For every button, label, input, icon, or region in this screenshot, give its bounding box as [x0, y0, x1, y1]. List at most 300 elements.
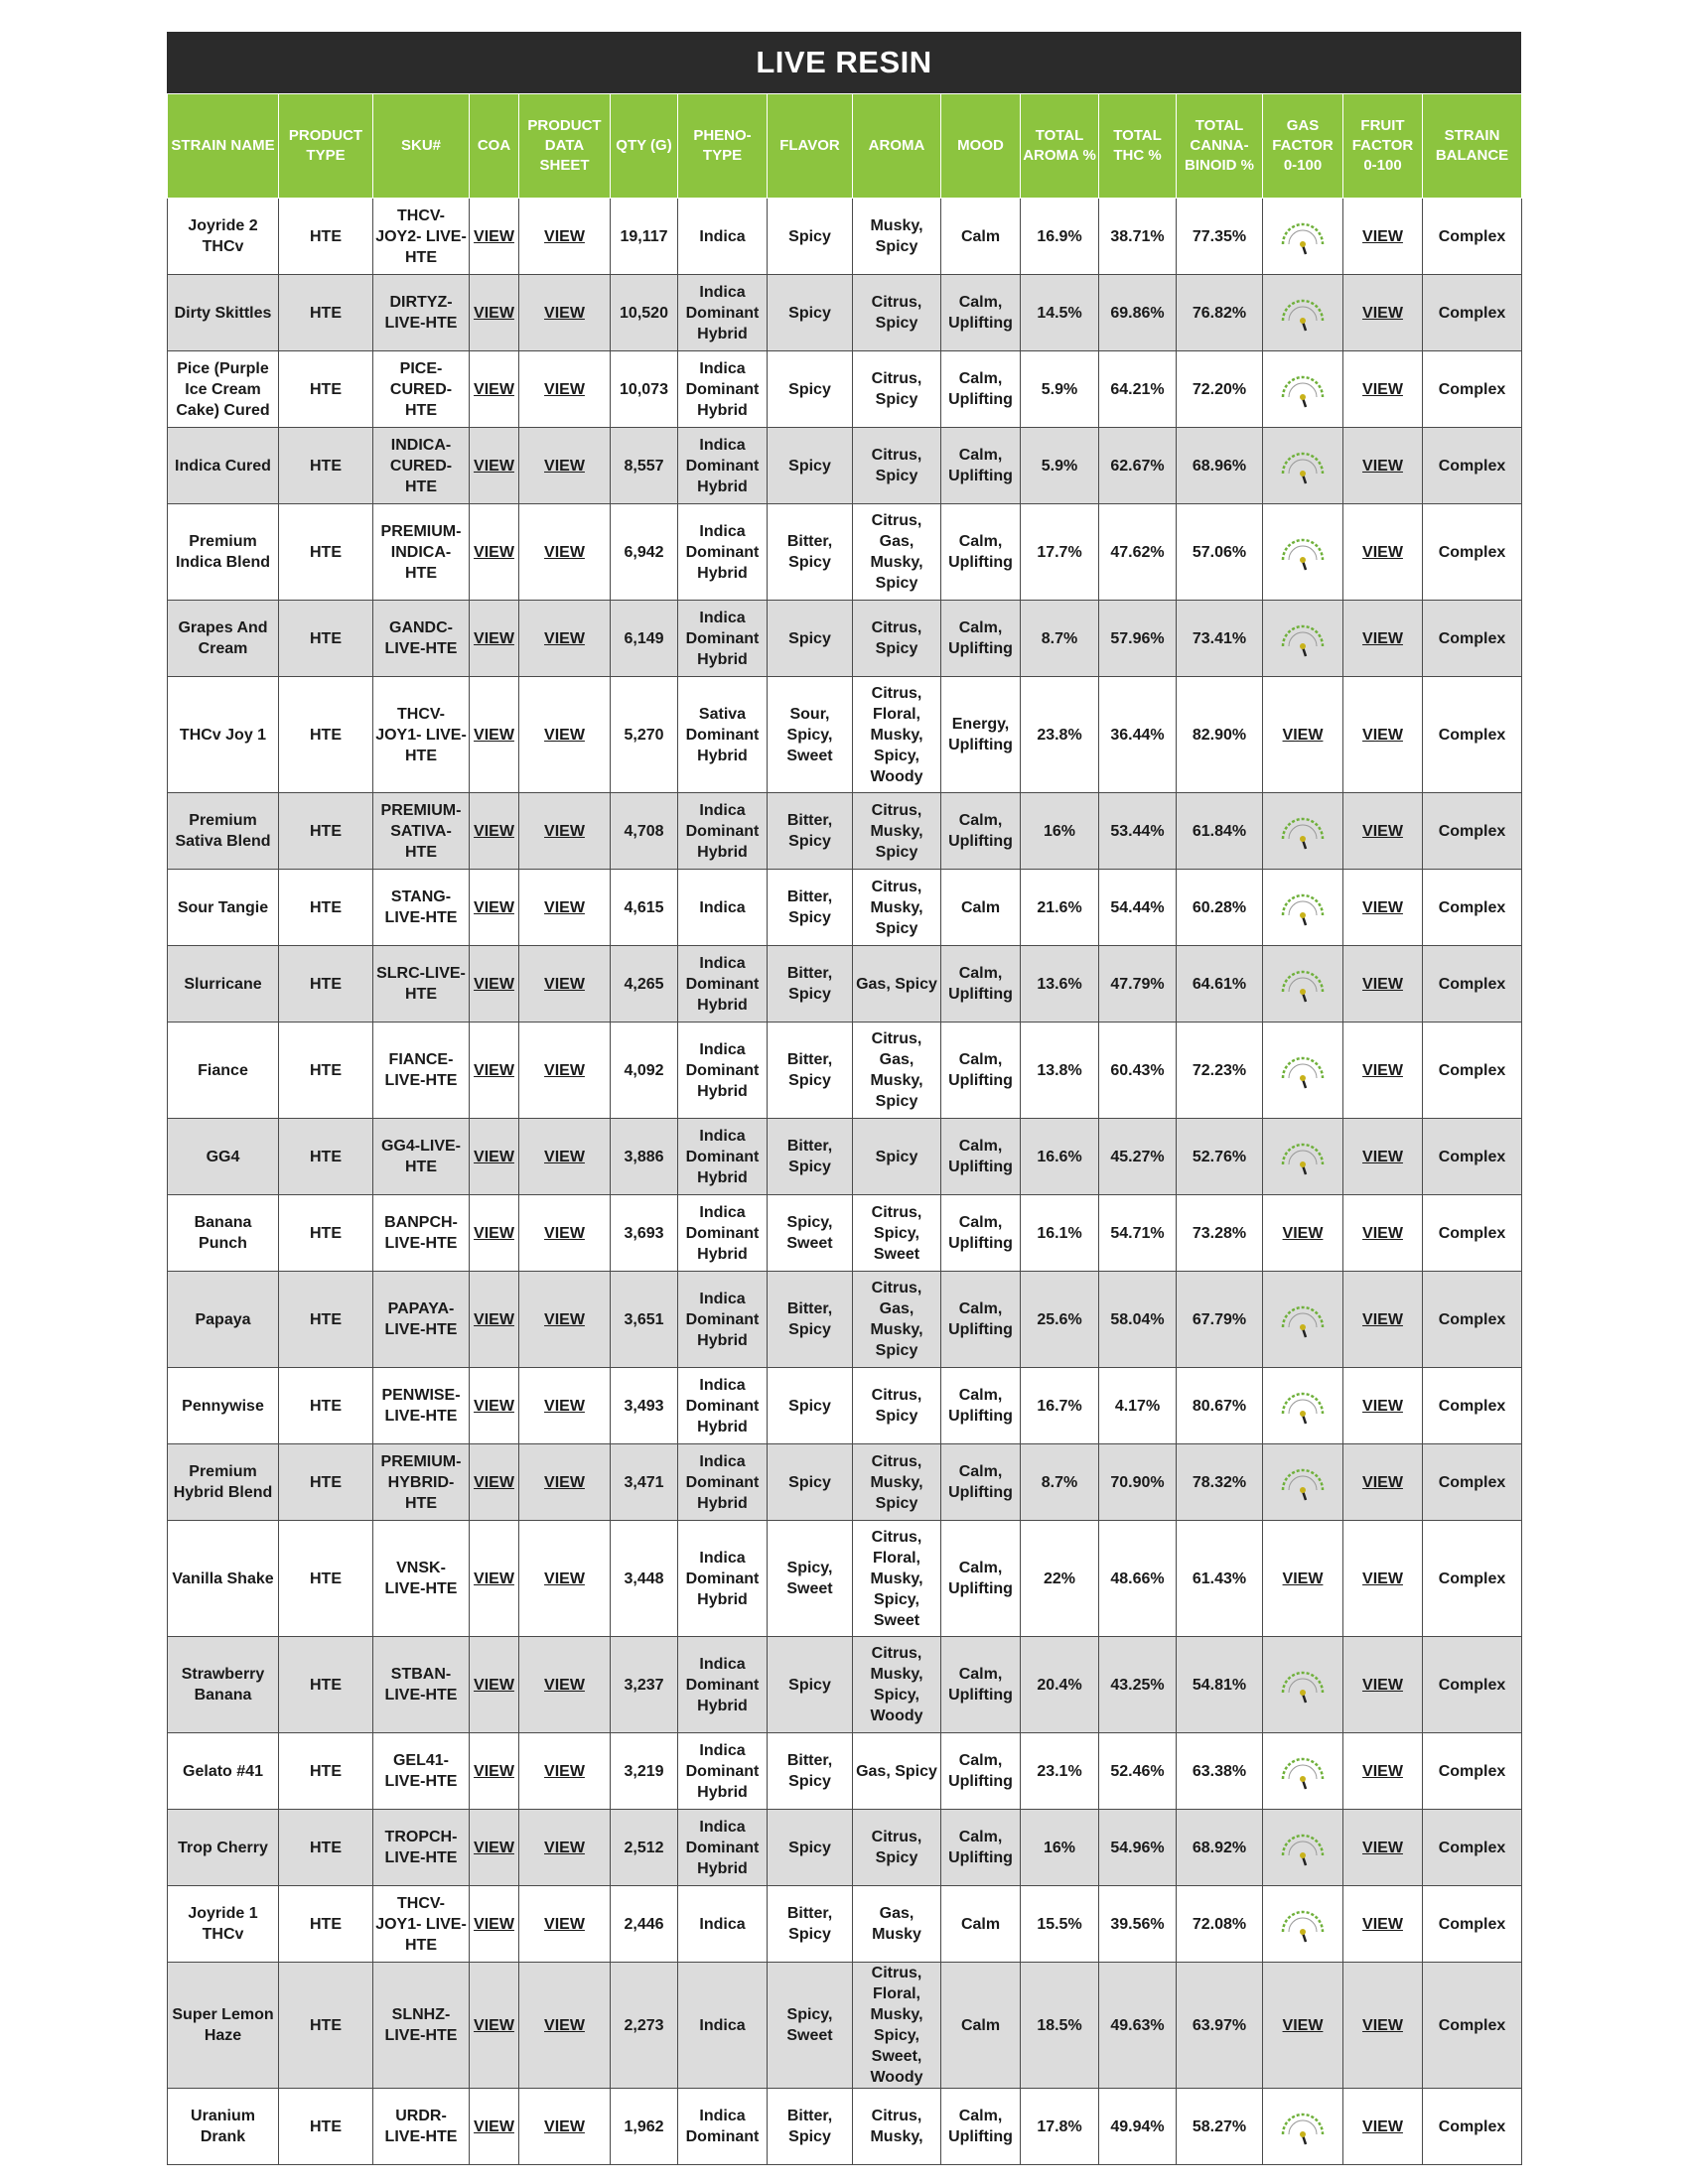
product-type: HTE [279, 504, 373, 601]
fruit-factor[interactable]: VIEW [1343, 199, 1423, 275]
fruit-factor[interactable]: VIEW [1343, 793, 1423, 870]
data-sheet-link[interactable]: VIEW [519, 1368, 611, 1444]
aroma: Spicy [853, 1119, 941, 1195]
total-aroma: 16.9% [1021, 199, 1099, 275]
coa-link[interactable]: VIEW [470, 1444, 519, 1521]
data-sheet-link[interactable]: VIEW [519, 1195, 611, 1272]
aroma: Citrus, Spicy [853, 428, 941, 504]
flavor: Bitter, Spicy [768, 870, 853, 946]
strain-balance: Complex [1423, 1119, 1522, 1195]
strain-name: Joyride 1 THCv [168, 1886, 279, 1963]
aroma: Citrus, Spicy [853, 601, 941, 677]
table-row [168, 1023, 1522, 1119]
coa-link[interactable]: VIEW [470, 1368, 519, 1444]
sku: PREMIUM- SATIVA- HTE [373, 793, 470, 870]
quantity: 2,512 [611, 1810, 678, 1886]
coa-link[interactable]: VIEW [470, 2089, 519, 2165]
fruit-factor[interactable]: VIEW [1343, 677, 1423, 793]
aroma: Citrus, Gas, Musky, Spicy [853, 1023, 941, 1119]
sku: PICE- CURED- HTE [373, 351, 470, 428]
phenotype: Indica [678, 199, 768, 275]
gas-factor [1263, 1119, 1343, 1195]
fruit-factor[interactable]: VIEW [1343, 275, 1423, 351]
strain-name: Banana Punch [168, 1195, 279, 1272]
product-type: HTE [279, 1810, 373, 1886]
product-type: HTE [279, 1521, 373, 1637]
data-sheet-link[interactable]: VIEW [519, 1444, 611, 1521]
column-header: TOTAL THC % [1099, 94, 1177, 199]
strain-name: GG4 [168, 1119, 279, 1195]
mood: Calm [941, 1963, 1021, 2089]
fruit-factor[interactable]: VIEW [1343, 1119, 1423, 1195]
quantity: 10,073 [611, 351, 678, 428]
total-cannabinoid: 72.23% [1177, 1023, 1263, 1119]
fruit-factor[interactable]: VIEW [1343, 428, 1423, 504]
data-sheet-link[interactable]: VIEW [519, 1886, 611, 1963]
table-row [168, 601, 1522, 677]
phenotype: Indica Dominant Hybrid [678, 351, 768, 428]
gas-gauge-icon [1277, 1297, 1329, 1341]
data-sheet-link[interactable]: VIEW [519, 793, 611, 870]
total-cannabinoid: 63.38% [1177, 1733, 1263, 1810]
flavor: Spicy [768, 1810, 853, 1886]
total-thc: 69.86% [1099, 275, 1177, 351]
sku: GANDC- LIVE-HTE [373, 601, 470, 677]
table-row [168, 946, 1522, 1023]
coa-link[interactable]: VIEW [470, 1733, 519, 1810]
coa-link[interactable]: VIEW [470, 1023, 519, 1119]
product-type: HTE [279, 1637, 373, 1733]
gas-gauge-icon [1277, 1749, 1329, 1793]
gas-gauge-icon [1277, 444, 1329, 487]
product-type: HTE [279, 870, 373, 946]
phenotype: Indica Dominant Hybrid [678, 1119, 768, 1195]
total-aroma: 15.5% [1021, 1886, 1099, 1963]
strain-balance: Complex [1423, 1195, 1522, 1272]
gas-gauge-icon [1277, 1384, 1329, 1428]
phenotype: Indica [678, 1963, 768, 2089]
gas-gauge-icon [1277, 291, 1329, 335]
gas-factor [1263, 1023, 1343, 1119]
flavor: Spicy [768, 351, 853, 428]
product-type: HTE [279, 199, 373, 275]
total-aroma: 5.9% [1021, 428, 1099, 504]
mood: Energy, Uplifting [941, 677, 1021, 793]
column-header: STRAIN NAME [168, 94, 279, 199]
phenotype: Indica Dominant Hybrid [678, 1272, 768, 1368]
total-thc: 47.62% [1099, 504, 1177, 601]
total-aroma: 17.8% [1021, 2089, 1099, 2165]
table-row [168, 1444, 1522, 1521]
strain-name: Strawberry Banana [168, 1637, 279, 1733]
total-thc: 45.27% [1099, 1119, 1177, 1195]
mood: Calm, Uplifting [941, 504, 1021, 601]
aroma: Musky, Spicy [853, 199, 941, 275]
header-row [168, 94, 1522, 199]
gas-gauge-icon [1277, 962, 1329, 1006]
flavor: Bitter, Spicy [768, 2089, 853, 2165]
table-row [168, 428, 1522, 504]
total-cannabinoid: 67.79% [1177, 1272, 1263, 1368]
column-header: STRAIN BALANCE [1423, 94, 1522, 199]
total-aroma: 13.8% [1021, 1023, 1099, 1119]
sku: GEL41- LIVE-HTE [373, 1733, 470, 1810]
quantity: 4,265 [611, 946, 678, 1023]
data-sheet-link[interactable]: VIEW [519, 946, 611, 1023]
total-thc: 38.71% [1099, 199, 1177, 275]
table-row [168, 1521, 1522, 1637]
data-sheet-link[interactable]: VIEW [519, 1637, 611, 1733]
data-sheet-link[interactable]: VIEW [519, 870, 611, 946]
data-sheet-link[interactable]: VIEW [519, 1521, 611, 1637]
flavor: Spicy [768, 199, 853, 275]
strain-balance: Complex [1423, 870, 1522, 946]
phenotype: Indica Dominant Hybrid [678, 946, 768, 1023]
total-cannabinoid: 80.67% [1177, 1368, 1263, 1444]
aroma: Gas, Spicy [853, 1733, 941, 1810]
strain-name: Uranium Drank [168, 2089, 279, 2165]
product-type: HTE [279, 428, 373, 504]
quantity: 2,273 [611, 1963, 678, 2089]
product-type: HTE [279, 1886, 373, 1963]
sku: SLRC-LIVE- HTE [373, 946, 470, 1023]
strain-balance: Complex [1423, 199, 1522, 275]
sku: THCV- JOY1- LIVE-HTE [373, 1886, 470, 1963]
table-row [168, 1368, 1522, 1444]
aroma: Citrus, Floral, Musky, Spicy, Sweet, Woody [853, 1963, 941, 2089]
gas-gauge-icon [1277, 530, 1329, 574]
gas-gauge-icon [1277, 1135, 1329, 1178]
gas-factor [1263, 351, 1343, 428]
fruit-factor[interactable]: VIEW [1343, 504, 1423, 601]
aroma: Citrus, Musky, [853, 2089, 941, 2165]
gas-factor[interactable]: VIEW [1263, 1963, 1343, 2089]
strain-balance: Complex [1423, 428, 1522, 504]
total-thc: 70.90% [1099, 1444, 1177, 1521]
data-sheet-link[interactable]: VIEW [519, 601, 611, 677]
data-sheet-link[interactable]: VIEW [519, 1272, 611, 1368]
gas-factor[interactable]: VIEW [1263, 677, 1343, 793]
flavor: Spicy [768, 1368, 853, 1444]
flavor: Bitter, Spicy [768, 946, 853, 1023]
data-sheet-link[interactable]: VIEW [519, 504, 611, 601]
gas-factor [1263, 1368, 1343, 1444]
flavor: Spicy [768, 275, 853, 351]
product-type: HTE [279, 1444, 373, 1521]
aroma: Citrus, Floral, Musky, Spicy, Woody [853, 677, 941, 793]
quantity: 6,149 [611, 601, 678, 677]
data-sheet-link[interactable]: VIEW [519, 1963, 611, 2089]
product-type: HTE [279, 275, 373, 351]
strain-name: Fiance [168, 1023, 279, 1119]
strain-name: Vanilla Shake [168, 1521, 279, 1637]
data-sheet-link[interactable]: VIEW [519, 1119, 611, 1195]
column-header: PRODUCT DATA SHEET [519, 94, 611, 199]
fruit-factor[interactable]: VIEW [1343, 1272, 1423, 1368]
fruit-factor[interactable]: VIEW [1343, 1444, 1423, 1521]
quantity: 3,471 [611, 1444, 678, 1521]
aroma: Citrus, Spicy [853, 1368, 941, 1444]
sku: PAPAYA- LIVE-HTE [373, 1272, 470, 1368]
quantity: 3,219 [611, 1733, 678, 1810]
fruit-factor[interactable]: VIEW [1343, 351, 1423, 428]
quantity: 3,493 [611, 1368, 678, 1444]
product-type: HTE [279, 793, 373, 870]
fruit-factor[interactable]: VIEW [1343, 1963, 1423, 2089]
coa-link[interactable]: VIEW [470, 1272, 519, 1368]
coa-link[interactable]: VIEW [470, 870, 519, 946]
mood: Calm [941, 870, 1021, 946]
strain-name: THCv Joy 1 [168, 677, 279, 793]
fruit-factor[interactable]: VIEW [1343, 1637, 1423, 1733]
phenotype: Indica Dominant Hybrid [678, 1521, 768, 1637]
phenotype: Indica Dominant Hybrid [678, 504, 768, 601]
total-thc: 58.04% [1099, 1272, 1177, 1368]
strain-name: Sour Tangie [168, 870, 279, 946]
sku: VNSK- LIVE-HTE [373, 1521, 470, 1637]
coa-link[interactable]: VIEW [470, 504, 519, 601]
total-cannabinoid: 77.35% [1177, 199, 1263, 275]
flavor: Bitter, Spicy [768, 793, 853, 870]
mood: Calm, Uplifting [941, 1444, 1021, 1521]
mood: Calm, Uplifting [941, 1195, 1021, 1272]
data-sheet-link[interactable]: VIEW [519, 275, 611, 351]
coa-link[interactable]: VIEW [470, 1963, 519, 2089]
flavor: Bitter, Spicy [768, 1023, 853, 1119]
total-aroma: 16.6% [1021, 1119, 1099, 1195]
fruit-factor[interactable]: VIEW [1343, 1023, 1423, 1119]
data-sheet-link[interactable]: VIEW [519, 1023, 611, 1119]
strain-balance: Complex [1423, 1733, 1522, 1810]
table-row [168, 1963, 1522, 2089]
aroma: Gas, Musky [853, 1886, 941, 1963]
strain-name: Papaya [168, 1272, 279, 1368]
strain-balance: Complex [1423, 1444, 1522, 1521]
mood: Calm, Uplifting [941, 1368, 1021, 1444]
coa-link[interactable]: VIEW [470, 1195, 519, 1272]
total-cannabinoid: 76.82% [1177, 275, 1263, 351]
total-aroma: 5.9% [1021, 351, 1099, 428]
fruit-factor[interactable]: VIEW [1343, 1368, 1423, 1444]
gas-factor[interactable]: VIEW [1263, 1195, 1343, 1272]
strain-balance: Complex [1423, 2089, 1522, 2165]
product-type: HTE [279, 601, 373, 677]
mood: Calm, Uplifting [941, 351, 1021, 428]
data-sheet-link[interactable]: VIEW [519, 199, 611, 275]
aroma: Citrus, Spicy [853, 275, 941, 351]
flavor: Bitter, Spicy [768, 1272, 853, 1368]
fruit-factor[interactable]: VIEW [1343, 1521, 1423, 1637]
coa-link[interactable]: VIEW [470, 601, 519, 677]
fruit-factor[interactable]: VIEW [1343, 1195, 1423, 1272]
sku: PREMIUM- INDICA- HTE [373, 504, 470, 601]
table-row [168, 351, 1522, 428]
strain-balance: Complex [1423, 946, 1522, 1023]
gas-factor [1263, 793, 1343, 870]
table-row [168, 1810, 1522, 1886]
table-body [168, 199, 1522, 2165]
product-type: HTE [279, 1368, 373, 1444]
coa-link[interactable]: VIEW [470, 946, 519, 1023]
quantity: 5,270 [611, 677, 678, 793]
gas-gauge-icon [1277, 1048, 1329, 1092]
strain-name: Slurricane [168, 946, 279, 1023]
gas-gauge-icon [1277, 1826, 1329, 1869]
fruit-factor[interactable]: VIEW [1343, 870, 1423, 946]
total-aroma: 16.1% [1021, 1195, 1099, 1272]
fruit-factor[interactable]: VIEW [1343, 2089, 1423, 2165]
total-aroma: 16% [1021, 793, 1099, 870]
mood: Calm, Uplifting [941, 1023, 1021, 1119]
flavor: Spicy, Sweet [768, 1521, 853, 1637]
total-cannabinoid: 78.32% [1177, 1444, 1263, 1521]
column-header: COA [470, 94, 519, 199]
flavor: Bitter, Spicy [768, 1119, 853, 1195]
product-type: HTE [279, 1195, 373, 1272]
column-header: MOOD [941, 94, 1021, 199]
strain-balance: Complex [1423, 1521, 1522, 1637]
strain-name: Dirty Skittles [168, 275, 279, 351]
strain-name: Grapes And Cream [168, 601, 279, 677]
total-thc: 53.44% [1099, 793, 1177, 870]
aroma: Citrus, Spicy [853, 351, 941, 428]
fruit-factor[interactable]: VIEW [1343, 1733, 1423, 1810]
quantity: 3,237 [611, 1637, 678, 1733]
total-cannabinoid: 68.92% [1177, 1810, 1263, 1886]
gas-factor [1263, 870, 1343, 946]
coa-link[interactable]: VIEW [470, 1637, 519, 1733]
total-thc: 54.71% [1099, 1195, 1177, 1272]
flavor: Bitter, Spicy [768, 1886, 853, 1963]
coa-link[interactable]: VIEW [470, 1521, 519, 1637]
total-aroma: 20.4% [1021, 1637, 1099, 1733]
table-row [168, 1119, 1522, 1195]
strain-balance: Complex [1423, 1023, 1522, 1119]
coa-link[interactable]: VIEW [470, 428, 519, 504]
gas-gauge-icon [1277, 2105, 1329, 2148]
gas-factor [1263, 2089, 1343, 2165]
coa-link[interactable]: VIEW [470, 199, 519, 275]
gas-gauge-icon [1277, 214, 1329, 258]
phenotype: Indica Dominant Hybrid [678, 428, 768, 504]
column-header: FLAVOR [768, 94, 853, 199]
total-cannabinoid: 61.84% [1177, 793, 1263, 870]
total-cannabinoid: 52.76% [1177, 1119, 1263, 1195]
flavor: Bitter, Spicy [768, 1733, 853, 1810]
strain-name: Premium Sativa Blend [168, 793, 279, 870]
quantity: 4,708 [611, 793, 678, 870]
data-sheet-link[interactable]: VIEW [519, 428, 611, 504]
strain-balance: Complex [1423, 1810, 1522, 1886]
total-thc: 57.96% [1099, 601, 1177, 677]
strain-name: Indica Cured [168, 428, 279, 504]
coa-link[interactable]: VIEW [470, 1886, 519, 1963]
total-thc: 4.17% [1099, 1368, 1177, 1444]
total-thc: 39.56% [1099, 1886, 1177, 1963]
coa-link[interactable]: VIEW [470, 677, 519, 793]
sku: SLNHZ- LIVE-HTE [373, 1963, 470, 2089]
gas-factor [1263, 601, 1343, 677]
fruit-factor[interactable]: VIEW [1343, 601, 1423, 677]
data-sheet-link[interactable]: VIEW [519, 1733, 611, 1810]
flavor: Spicy [768, 428, 853, 504]
total-thc: 54.96% [1099, 1810, 1177, 1886]
total-aroma: 23.8% [1021, 677, 1099, 793]
table-row [168, 1637, 1522, 1733]
table-row [168, 504, 1522, 601]
quantity: 2,446 [611, 1886, 678, 1963]
strain-table [167, 93, 1522, 2165]
sku: THCV- JOY2- LIVE-HTE [373, 199, 470, 275]
gas-gauge-icon [1277, 886, 1329, 929]
total-thc: 62.67% [1099, 428, 1177, 504]
phenotype: Sativa Dominant Hybrid [678, 677, 768, 793]
flavor: Bitter, Spicy [768, 504, 853, 601]
live-resin-sheet [167, 32, 1521, 2165]
coa-link[interactable]: VIEW [470, 275, 519, 351]
product-type: HTE [279, 351, 373, 428]
total-cannabinoid: 68.96% [1177, 428, 1263, 504]
table-row [168, 1272, 1522, 1368]
phenotype: Indica Dominant Hybrid [678, 1368, 768, 1444]
data-sheet-link[interactable]: VIEW [519, 351, 611, 428]
quantity: 10,520 [611, 275, 678, 351]
quantity: 6,942 [611, 504, 678, 601]
fruit-factor[interactable]: VIEW [1343, 1810, 1423, 1886]
fruit-factor[interactable]: VIEW [1343, 946, 1423, 1023]
strain-name: Premium Hybrid Blend [168, 1444, 279, 1521]
mood: Calm, Uplifting [941, 1637, 1021, 1733]
sku: INDICA- CURED- HTE [373, 428, 470, 504]
data-sheet-link[interactable]: VIEW [519, 1810, 611, 1886]
strain-balance: Complex [1423, 504, 1522, 601]
strain-balance: Complex [1423, 677, 1522, 793]
total-aroma: 14.5% [1021, 275, 1099, 351]
data-sheet-link[interactable]: VIEW [519, 677, 611, 793]
column-header: FRUIT FACTOR 0-100 [1343, 94, 1423, 199]
column-header: PRODUCT TYPE [279, 94, 373, 199]
total-cannabinoid: 58.27% [1177, 2089, 1263, 2165]
total-aroma: 23.1% [1021, 1733, 1099, 1810]
column-header: GAS FACTOR 0-100 [1263, 94, 1343, 199]
flavor: Sour, Spicy, Sweet [768, 677, 853, 793]
strain-name: Joyride 2 THCv [168, 199, 279, 275]
data-sheet-link[interactable]: VIEW [519, 2089, 611, 2165]
strain-name: Pice (Purple Ice Cream Cake) Cured [168, 351, 279, 428]
gas-factor [1263, 1886, 1343, 1963]
coa-link[interactable]: VIEW [470, 1810, 519, 1886]
total-cannabinoid: 72.20% [1177, 351, 1263, 428]
aroma: Citrus, Gas, Musky, Spicy [853, 1272, 941, 1368]
coa-link[interactable]: VIEW [470, 351, 519, 428]
flavor: Spicy, Sweet [768, 1195, 853, 1272]
column-header: TOTAL CANNA- BINOID % [1177, 94, 1263, 199]
total-thc: 47.79% [1099, 946, 1177, 1023]
mood: Calm, Uplifting [941, 1733, 1021, 1810]
coa-link[interactable]: VIEW [470, 1119, 519, 1195]
coa-link[interactable]: VIEW [470, 793, 519, 870]
table-row [168, 199, 1522, 275]
fruit-factor[interactable]: VIEW [1343, 1886, 1423, 1963]
gas-factor[interactable]: VIEW [1263, 1521, 1343, 1637]
gas-gauge-icon [1277, 1902, 1329, 1946]
mood: Calm, Uplifting [941, 275, 1021, 351]
quantity: 19,117 [611, 199, 678, 275]
column-header: TOTAL AROMA % [1021, 94, 1099, 199]
total-aroma: 17.7% [1021, 504, 1099, 601]
mood: Calm, Uplifting [941, 601, 1021, 677]
total-aroma: 25.6% [1021, 1272, 1099, 1368]
